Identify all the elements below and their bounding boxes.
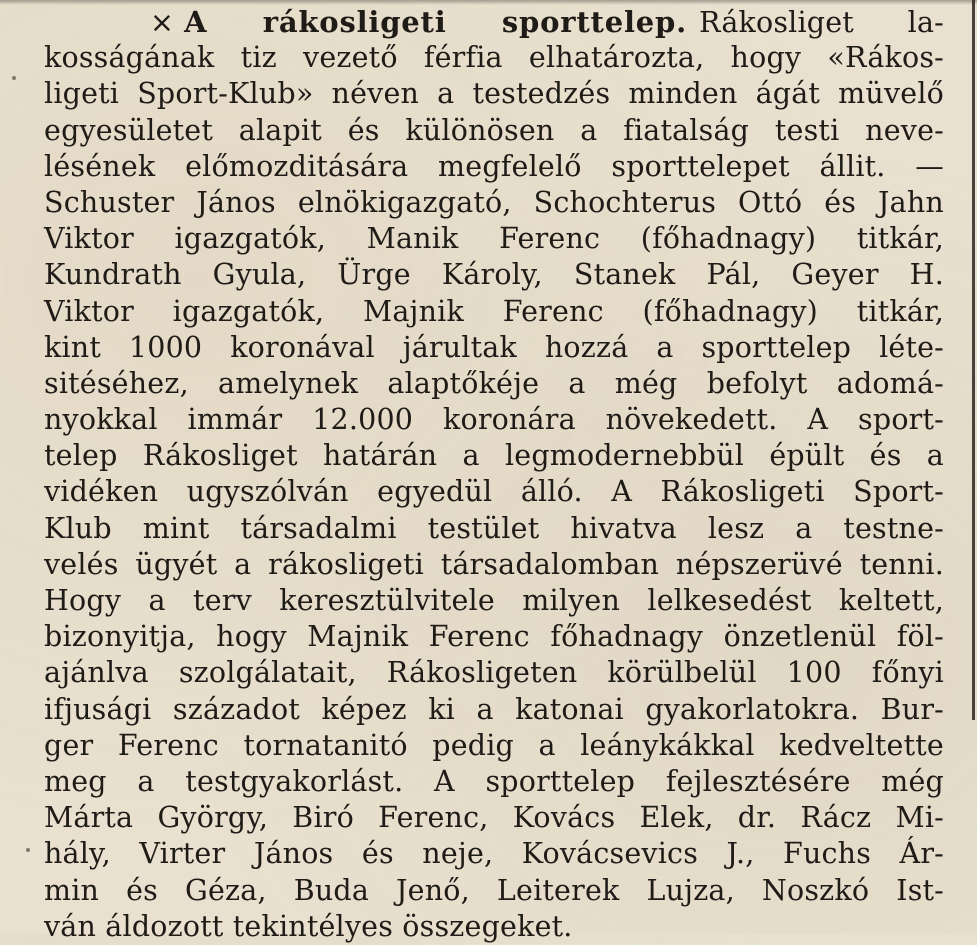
article-line: min és Géza, Buda Jenő, Leiterek Lujza, Noszkó Ist- — [44, 873, 944, 907]
article-line: ifjusági századot képez ki a katonai gyakorlatokra. Bur- — [44, 692, 944, 726]
article-line: nyokkal immár 12.000 koronára növekedett. A sport- — [44, 403, 944, 437]
article-line: velés ügyét a rákosligeti társadalomban népszerüvé tenni. — [44, 547, 944, 581]
article-line: Kundrath Gyula, Ürge Károly, Stanek Pál, Geyer H. — [44, 258, 944, 292]
article-line: Viktor igazgatók, Manik Ferenc (főhadnagy) titkár, — [44, 222, 944, 256]
article-line: vidéken ugyszólván egyedül álló. A Rákosligeti Sport- — [44, 475, 944, 509]
article-last-line: ván áldozott tekintélyes összegeket. — [44, 909, 573, 943]
article-first-line — [44, 4, 944, 40]
article-line: bizonyitja, hogy Majnik Ferenc főhadnagy önzetlenül föl- — [44, 620, 944, 654]
print-speck — [12, 76, 16, 80]
article-line: Viktor igazgatók, Majnik Ferenc (főhadnagy) titkár, — [44, 294, 944, 328]
article-line: hály, Virter János és neje, Kovácsevics J., Fuchs Ár- — [44, 837, 944, 871]
article-line: Klub mint társadalmi testület hivatva lesz a testne- — [44, 511, 944, 545]
article-line: egyesületet alapit és különösen a fiatalság testi neve- — [44, 113, 944, 147]
article-line: Hogy a terv keresztülvitele milyen lelkesedést keltett, — [44, 584, 944, 617]
article-line: Márta György, Biró Ferenc, Kovács Elek, dr. Rácz Mi- — [44, 801, 944, 835]
article-line: telep Rákosliget határán a legmodernebbül épült és a — [44, 439, 944, 473]
article-body — [44, 4, 944, 945]
first-line-text: Rákosliget la- — [699, 6, 944, 39]
article-line: ajánlva szolgálatait, Rákosligeten körülbelül 100 főnyi — [44, 656, 944, 690]
article-line: sitéséhez, amelynek alaptőkéje a még befolyt adomá- — [44, 366, 944, 400]
article-line: lésének előmozditására megfelelő sporttelepet állit. — — [44, 149, 944, 183]
article-line: meg a testgyakorlást. A sporttelep fejlesztésére még — [44, 764, 944, 798]
article-headline: A rákosligeti sporttelep. — [184, 5, 687, 39]
article-line: Schuster János elnökigazgató, Schochterus Ottó és Jahn — [44, 185, 944, 219]
article-line: kosságának tiz vezető férfia elhatározta, hogy «Rákos- — [44, 41, 944, 75]
cross-mark-icon: × — [150, 6, 175, 39]
article-line: ligeti Sport-Klub» néven a testedzés minden ágát müvelő — [44, 77, 944, 111]
print-speck — [26, 848, 30, 852]
article-line: ger Ferenc tornatanitó pedig a leánykákkal kedveltette — [44, 728, 944, 762]
column-rule — [972, 0, 975, 720]
article-line: kint 1000 koronával járultak hozzá a sporttelep léte- — [44, 330, 944, 364]
